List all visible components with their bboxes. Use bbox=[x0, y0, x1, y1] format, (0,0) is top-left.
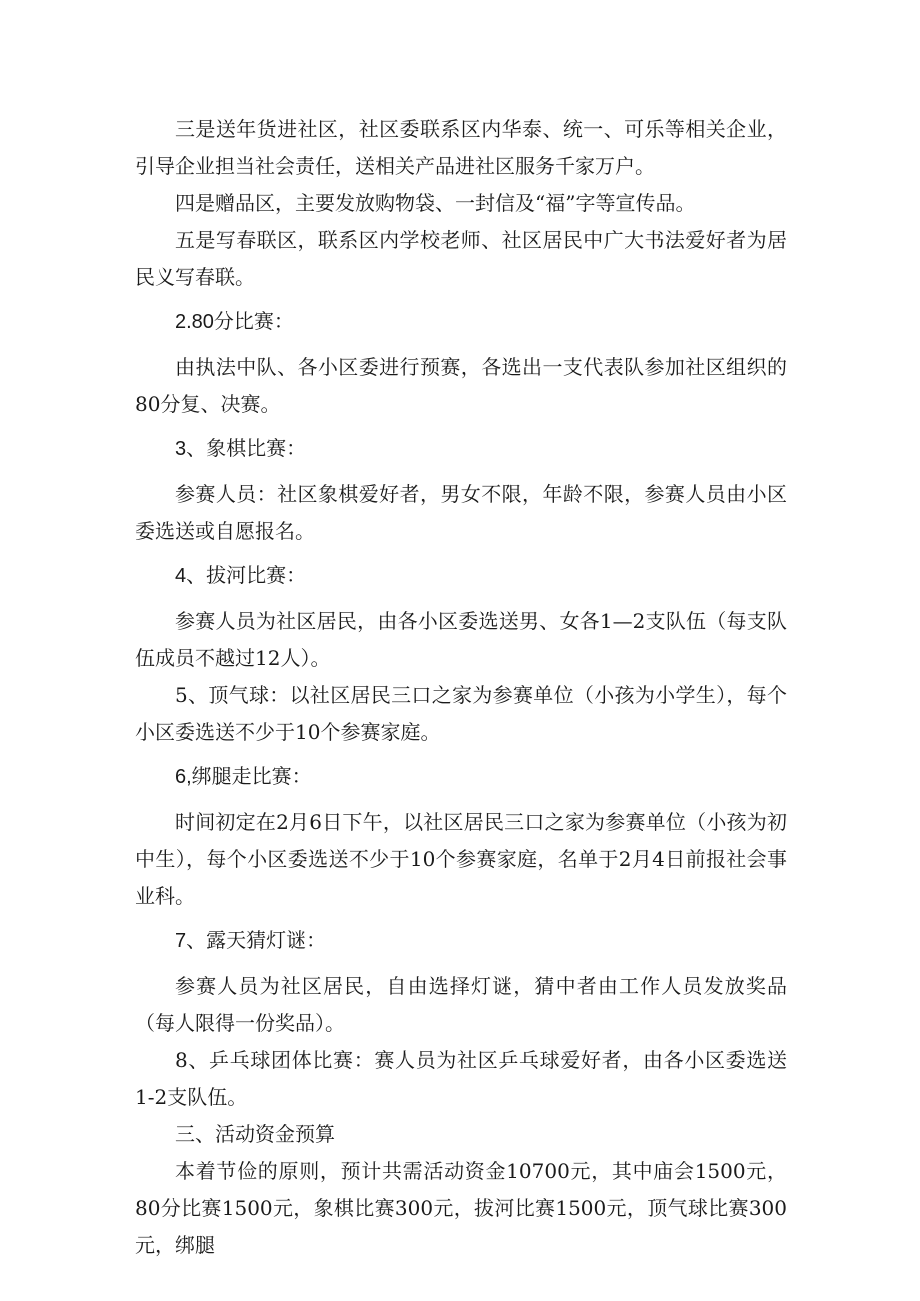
paragraph-new-year-goods: 三是送年货进社区，社区委联系区内华泰、统一、可乐等相关企业，引导企业担当社会责任，送相关产品进社区服务千家万户。 bbox=[135, 117, 787, 178]
heading-80-points-match: 2.80分比赛： bbox=[175, 311, 294, 333]
heading-lantern-riddles: 7、露天猜灯谜： bbox=[175, 930, 327, 952]
heading-tug-of-war: 4、拔河比赛： bbox=[175, 565, 307, 587]
paragraph-80-points-match: 由执法中队、各小区委进行预赛，各选出一支代表队参加社区组织的80分复、决赛。 bbox=[135, 355, 787, 416]
paragraph-lantern-riddles: 参赛人员为社区居民，自由选择灯谜，猜中者由工作人员发放奖品（每人限得一份奖品）。 bbox=[135, 974, 787, 1035]
paragraph-three-legged-race: 时间初定在2月6日下午，以社区居民三口之家为参赛单位（小孩为初中生），每个小区委选送不少于10个参赛家庭，名单于2月4日前报社会事业科。 bbox=[135, 810, 787, 908]
heading-chess-match: 3、象棋比赛： bbox=[175, 438, 307, 460]
document-body bbox=[135, 111, 787, 1264]
paragraph-couplet-area: 五是写春联区，联系区内学校老师、社区居民中广大书法爱好者为居民义写春联。 bbox=[135, 228, 787, 289]
paragraph-table-tennis: 8、乒乓球团体比赛：赛人员为社区乒乓球爱好者，由各小区委选送1-2支队伍。 bbox=[135, 1048, 787, 1109]
section-heading-budget: 三、活动资金预算 bbox=[175, 1122, 335, 1146]
paragraph-chess-match: 参赛人员：社区象棋爱好者，男女不限，年龄不限，参赛人员由小区委选送或自愿报名。 bbox=[135, 482, 787, 543]
heading-three-legged-race: 6,绑腿走比赛： bbox=[175, 766, 312, 788]
paragraph-budget: 本着节俭的原则，预计共需活动资金10700元，其中庙会1500元，80分比赛1500元，象棋比赛300元，拔河比赛1500元，顶气球比赛300元，绑腿 bbox=[135, 1159, 787, 1257]
paragraph-gift-area: 四是赠品区，主要发放购物袋、一封信及“福”字等宣传品。 bbox=[175, 191, 696, 215]
paragraph-balloon-game: 5、顶气球：以社区居民三口之家为参赛单位（小孩为小学生），每个小区委选送不少于10个参赛家庭。 bbox=[135, 683, 787, 744]
paragraph-tug-of-war: 参赛人员为社区居民，由各小区委选送男、女各1—2支队伍（每支队伍成员不越过12人）。 bbox=[135, 609, 787, 670]
